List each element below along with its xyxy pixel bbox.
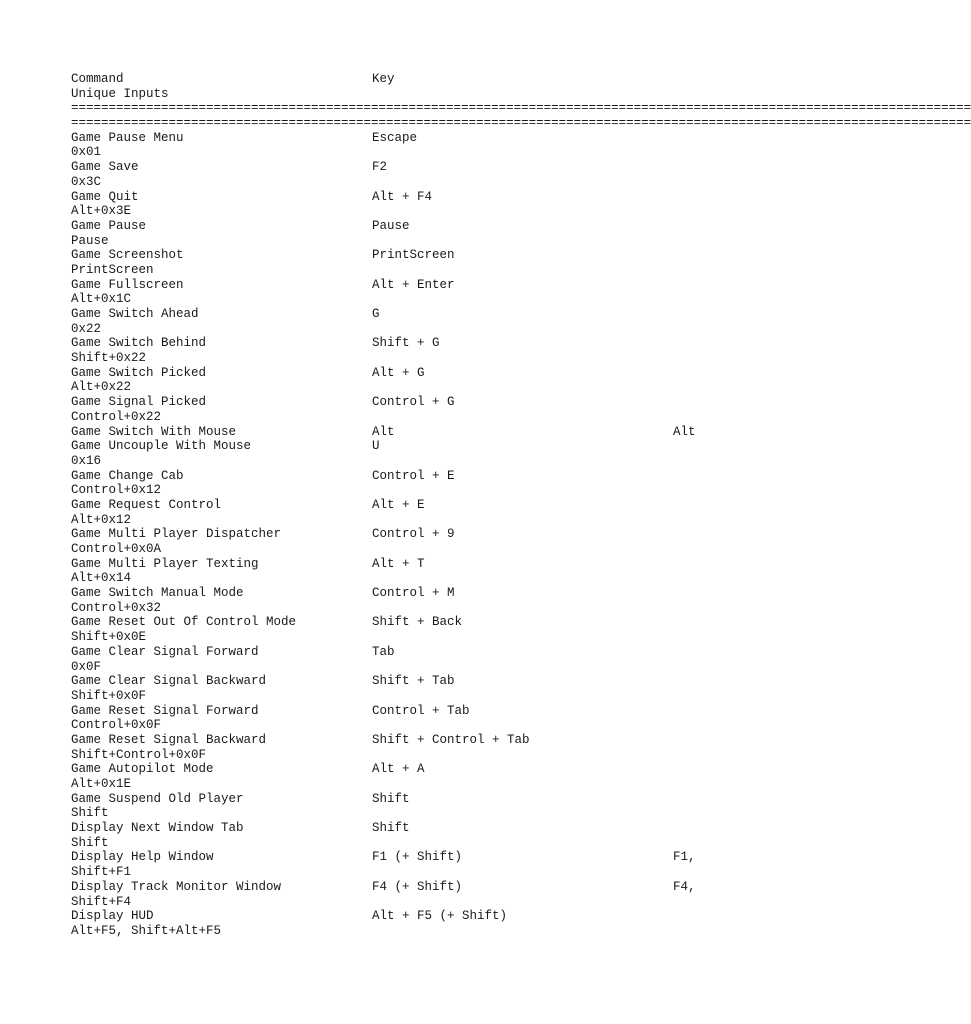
command-unique-input-row <box>71 410 697 425</box>
command-row <box>71 425 697 440</box>
command-key: Tab <box>372 644 395 659</box>
command-unique-input-row <box>71 542 697 557</box>
command-unique-input-row <box>71 924 697 939</box>
command-row <box>71 160 697 175</box>
command-row <box>71 336 697 351</box>
command-key: Shift <box>372 791 410 806</box>
command-unique-input: Control+0x0F <box>71 718 162 733</box>
command-key: Shift + Back <box>372 615 463 630</box>
command-key: Control + E <box>372 468 455 483</box>
command-row <box>71 366 697 381</box>
command-unique-input: Control+0x12 <box>71 483 162 498</box>
command-unique-input: Shift <box>71 806 109 821</box>
command-unique-input: Shift <box>71 835 109 850</box>
header-line-2 <box>71 87 697 102</box>
command-unique-input-row <box>71 292 697 307</box>
command-key: Alt + T <box>372 556 425 571</box>
command-list <box>71 131 697 939</box>
command-unique-input: Alt+0x14 <box>71 571 132 586</box>
command-unique-input-row <box>71 895 697 910</box>
command-key: Alt + F5 (+ Shift) <box>372 909 508 924</box>
command-unique-input-row <box>71 689 697 704</box>
command-key: U <box>372 439 380 454</box>
command-row <box>71 527 697 542</box>
command-key: PrintScreen <box>372 248 455 263</box>
command-row <box>71 469 697 484</box>
command-unique-input-row <box>71 748 697 763</box>
command-name: Game Pause <box>71 218 147 233</box>
command-unique-input: PrintScreen <box>71 262 154 277</box>
command-name: Game Switch With Mouse <box>71 424 237 439</box>
command-unique-input: Alt+0x22 <box>71 380 132 395</box>
command-unique-input: Alt+0x12 <box>71 512 132 527</box>
command-row <box>71 439 697 454</box>
command-row <box>71 792 697 807</box>
command-name: Game Request Control <box>71 497 222 512</box>
command-key: Control + M <box>372 586 455 601</box>
command-unique-input: 0x3C <box>71 174 102 189</box>
command-unique-input-row <box>71 571 697 586</box>
command-name: Game Fullscreen <box>71 277 184 292</box>
command-key: Alt + E <box>372 497 425 512</box>
command-unique-input-row <box>71 601 697 616</box>
command-row <box>71 674 697 689</box>
command-unique-input: Shift+Control+0x0F <box>71 747 207 762</box>
command-key: Escape <box>372 130 418 145</box>
command-key-continued: F4, <box>673 879 696 894</box>
command-row <box>71 190 697 205</box>
command-name: Display Track Monitor Window <box>71 879 282 894</box>
command-unique-input-row <box>71 234 697 249</box>
command-unique-input: Control+0x32 <box>71 600 162 615</box>
command-name: Game Switch Manual Mode <box>71 586 244 601</box>
command-unique-input: Alt+0x1C <box>71 292 132 307</box>
command-key-continued: F1, <box>673 850 696 865</box>
command-row <box>71 586 697 601</box>
command-key: Shift + G <box>372 336 440 351</box>
column-header-command: Command <box>71 72 124 86</box>
command-name: Game Change Cab <box>71 468 184 483</box>
command-key: F1 (+ Shift) <box>372 850 463 865</box>
command-row <box>71 880 697 895</box>
command-unique-input: 0x16 <box>71 453 102 468</box>
command-name: Display HUD <box>71 909 154 924</box>
command-unique-input-row <box>71 660 697 675</box>
command-row <box>71 704 697 719</box>
command-unique-input: 0x01 <box>71 145 102 160</box>
separator-line-2 <box>71 116 971 131</box>
command-row <box>71 307 697 322</box>
command-name: Game Autopilot Mode <box>71 762 214 777</box>
command-name: Game Switch Ahead <box>71 307 199 321</box>
command-unique-input: Pause <box>71 233 109 248</box>
command-unique-input-row <box>71 204 697 219</box>
command-unique-input-row <box>71 483 697 498</box>
command-key: Control + G <box>372 395 455 410</box>
command-name: Game Screenshot <box>71 248 184 263</box>
command-unique-input-row <box>71 865 697 880</box>
command-unique-input: Shift+0x0F <box>71 688 147 703</box>
command-key: Control + 9 <box>372 527 455 542</box>
command-key: Alt + Enter <box>372 277 455 292</box>
command-unique-input-row <box>71 322 697 337</box>
command-unique-input: Alt+0x3E <box>71 204 132 219</box>
command-key: Shift <box>372 821 410 836</box>
separator-line <box>71 101 971 116</box>
command-name: Game Clear Signal Forward <box>71 644 259 659</box>
command-unique-input-row <box>71 836 697 851</box>
command-row <box>71 248 697 263</box>
header-line <box>71 72 697 87</box>
command-unique-input-row <box>71 454 697 469</box>
column-header-unique-inputs: Unique Inputs <box>71 86 169 101</box>
command-unique-input: Control+0x22 <box>71 409 162 424</box>
command-name: Game Save <box>71 160 139 175</box>
command-name: Game Reset Out Of Control Mode <box>71 615 297 630</box>
command-unique-input: Control+0x0A <box>71 542 162 556</box>
command-name: Game Pause Menu <box>71 130 184 145</box>
command-unique-input-row <box>71 351 697 366</box>
command-unique-input-row <box>71 175 697 190</box>
command-key: Pause <box>372 218 410 233</box>
command-row <box>71 131 697 146</box>
command-unique-input-row <box>71 630 697 645</box>
column-header-key: Key <box>372 72 395 86</box>
command-unique-input-row <box>71 718 697 733</box>
keyboard-commands-document <box>71 72 971 939</box>
command-row <box>71 219 697 234</box>
separator-rule: ======================================================================================================================== <box>71 101 971 116</box>
command-row <box>71 278 697 293</box>
command-key: Alt <box>372 424 395 439</box>
command-unique-input: 0x22 <box>71 321 102 336</box>
command-key: Shift + Control + Tab <box>372 732 530 747</box>
command-key-continued: Alt <box>673 424 696 439</box>
command-unique-input: Alt+F5, Shift+Alt+F5 <box>71 923 222 938</box>
command-row <box>71 395 697 410</box>
command-key: Shift + Tab <box>372 674 455 689</box>
command-name: Game Reset Signal Backward <box>71 732 267 747</box>
command-unique-input-row <box>71 777 697 792</box>
command-name: Display Help Window <box>71 850 214 865</box>
command-unique-input-row <box>71 513 697 528</box>
command-key: Alt + G <box>372 365 425 380</box>
command-key: Alt + A <box>372 762 425 777</box>
command-key: Alt + F4 <box>372 189 433 204</box>
command-key: F4 (+ Shift) <box>372 879 463 894</box>
command-unique-input: Shift+0x0E <box>71 630 147 645</box>
command-row <box>71 909 697 924</box>
command-unique-input-row <box>71 263 697 278</box>
command-name: Game Suspend Old Player <box>71 791 244 806</box>
command-name: Game Clear Signal Backward <box>71 674 267 689</box>
command-name: Game Quit <box>71 189 139 204</box>
command-name: Game Multi Player Dispatcher <box>71 527 282 542</box>
command-name: Game Signal Picked <box>71 395 207 410</box>
command-row <box>71 733 697 748</box>
separator-rule-continued: ======================================================================================================================== <box>71 116 971 131</box>
command-unique-input: Alt+0x1E <box>71 777 132 791</box>
command-name: Display Next Window Tab <box>71 821 244 836</box>
command-unique-input: 0x0F <box>71 659 102 674</box>
command-row <box>71 850 697 865</box>
command-unique-input: Shift+0x22 <box>71 351 147 366</box>
command-unique-input-row <box>71 380 697 395</box>
command-row <box>71 498 697 513</box>
command-row <box>71 615 697 630</box>
command-name: Game Switch Behind <box>71 336 207 351</box>
command-name: Game Switch Picked <box>71 365 207 380</box>
command-unique-input-row <box>71 806 697 821</box>
command-name: Game Reset Signal Forward <box>71 703 259 718</box>
command-row <box>71 557 697 572</box>
command-row <box>71 821 697 836</box>
command-unique-input-row <box>71 145 697 160</box>
command-key: G <box>372 307 380 321</box>
command-row <box>71 762 697 777</box>
command-key: F2 <box>372 160 388 175</box>
command-unique-input: Shift+F1 <box>71 865 132 880</box>
command-unique-input: Shift+F4 <box>71 894 132 909</box>
command-name: Game Uncouple With Mouse <box>71 439 252 454</box>
command-row <box>71 645 697 660</box>
command-name: Game Multi Player Texting <box>71 556 259 571</box>
command-key: Control + Tab <box>372 703 470 718</box>
